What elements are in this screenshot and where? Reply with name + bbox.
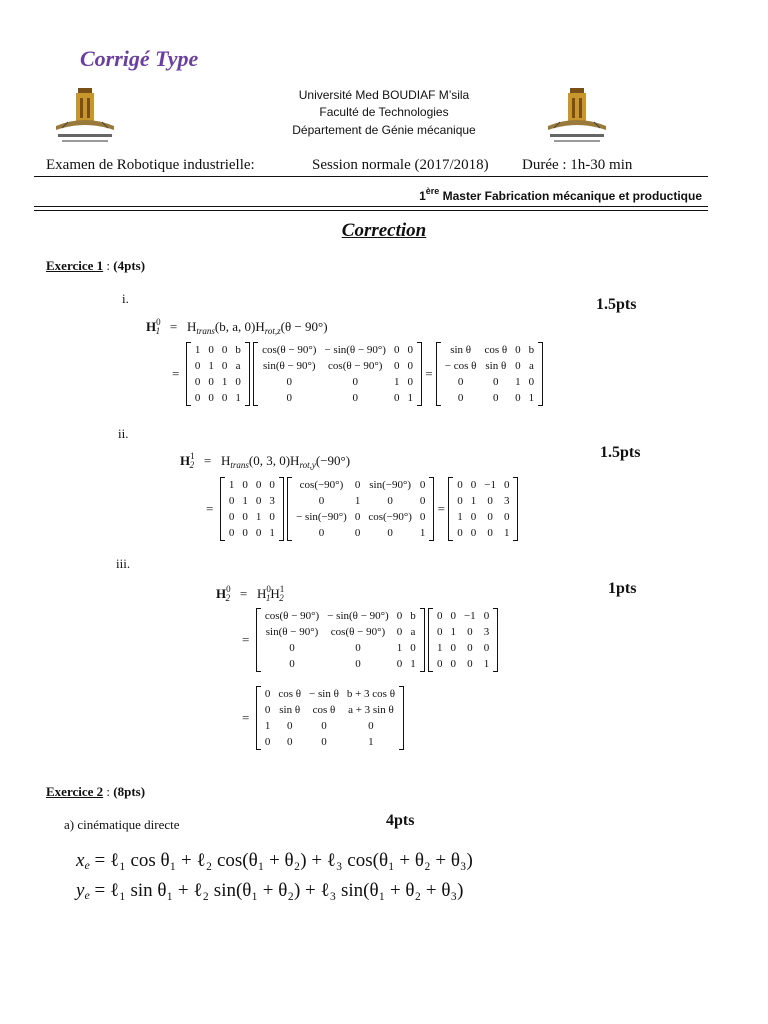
matrix-cell: 0 bbox=[487, 527, 493, 539]
matrix-cell: 0 bbox=[368, 720, 374, 732]
matrix-cell: 0 bbox=[483, 642, 490, 654]
matrix-cell: −1 bbox=[484, 479, 496, 491]
matrix-cell: − sin(θ − 90°) bbox=[327, 610, 389, 622]
matrix-cell: −1 bbox=[463, 610, 476, 622]
matrix-cell: 0 bbox=[407, 376, 413, 388]
item-ii-definition: $H^1_2$ = $H_{trans}(0$, 3, $0)H_{rot,y}(-90^\circ)$ bbox=[180, 451, 351, 470]
matrix-cell: 0 bbox=[515, 360, 521, 372]
matrix-cell: 1 bbox=[221, 376, 228, 388]
matrix-cell: 1 bbox=[528, 392, 535, 404]
matrix-cell: b bbox=[410, 610, 416, 622]
matrix-cell: − sin(θ − 90°) bbox=[324, 344, 386, 356]
matrix-cell: 0 bbox=[355, 658, 361, 670]
department-name: Département de Génie mécanique bbox=[292, 123, 476, 137]
matrix-cell: cos θ bbox=[312, 704, 336, 716]
matrix-cell: 0 bbox=[352, 376, 358, 388]
matrix-cell: 0 bbox=[407, 360, 413, 372]
matrix-cell: − sin(−90°) bbox=[296, 511, 347, 523]
matrix-i-1 bbox=[186, 342, 250, 406]
forward-kinematics-label: a) cinématique directe bbox=[64, 817, 180, 832]
matrix-cell: 0 bbox=[483, 610, 490, 622]
matrix-cell: 0 bbox=[419, 479, 426, 491]
matrix-cell: 0 bbox=[354, 527, 361, 539]
matrix-cell: 3 bbox=[269, 495, 275, 507]
matrix-cell: 0 bbox=[286, 736, 293, 748]
matrix-cell: 1 bbox=[470, 495, 477, 507]
matrix-cell: a bbox=[235, 360, 241, 372]
matrix-cell: cos(θ − 90°) bbox=[264, 610, 320, 622]
matrix-cell: 0 bbox=[450, 658, 456, 670]
matrix-cell: 0 bbox=[321, 720, 327, 732]
exercise-1-heading: Exercice 1 : (4pts) bbox=[46, 258, 146, 273]
matrix-cell: 0 bbox=[457, 376, 464, 388]
matrix-cell: 0 bbox=[450, 610, 456, 622]
matrix-cell: 0 bbox=[457, 392, 464, 404]
matrix-cell: 0 bbox=[286, 392, 293, 404]
matrix-cell: 0 bbox=[242, 527, 248, 539]
matrix-cell: a + 3 sin θ bbox=[348, 704, 394, 716]
double-rule-top bbox=[34, 206, 708, 207]
matrix-cell: 1 bbox=[419, 527, 426, 539]
matrix-cell: 0 bbox=[493, 376, 499, 388]
matrix-cell: sin(−90°) bbox=[369, 479, 411, 491]
matrix-cell: 0 bbox=[457, 527, 463, 539]
matrix-cell: 0 bbox=[264, 736, 271, 748]
forward-kinematics-points: 4pts bbox=[386, 812, 415, 829]
matrix-cell: 0 bbox=[354, 479, 361, 491]
matrix-cell: 0 bbox=[354, 511, 361, 523]
matrix-cell: cos θ bbox=[484, 344, 508, 356]
matrix-cell: 0 bbox=[467, 658, 473, 670]
matrix-cell: 1 bbox=[450, 626, 456, 638]
matrix-cell: cos(−90°) bbox=[368, 511, 412, 523]
matrix-cell: − sin θ bbox=[309, 688, 339, 700]
matrix-iii-3 bbox=[256, 686, 404, 750]
matrix-cell: 0 bbox=[515, 392, 521, 404]
matrix-cell: 0 bbox=[493, 392, 499, 404]
matrix-cell: 1 bbox=[457, 511, 463, 523]
matrix-cell: 1 bbox=[264, 720, 271, 732]
matrix-cell: 0 bbox=[487, 495, 493, 507]
matrix-cell: b + 3 cos θ bbox=[346, 688, 395, 700]
header-divider bbox=[34, 176, 708, 177]
matrix-cell: 0 bbox=[396, 610, 403, 622]
matrix-cell: 0 bbox=[208, 392, 214, 404]
matrix-cell: 0 bbox=[286, 376, 293, 388]
matrix-cell: 0 bbox=[208, 344, 214, 356]
item-ii-points: 1.5pts bbox=[600, 444, 641, 461]
matrix-cell: 0 bbox=[242, 479, 248, 491]
exam-name: Examen de Robotique industrielle: bbox=[46, 157, 255, 173]
matrix-cell: 0 bbox=[393, 360, 400, 372]
matrix-cell: 0 bbox=[467, 642, 473, 654]
matrix-cell: 0 bbox=[269, 511, 275, 523]
matrix-cell: a bbox=[528, 360, 534, 372]
matrix-cell: 0 bbox=[393, 392, 400, 404]
matrix-cell: 0 bbox=[228, 527, 235, 539]
matrix-ii-3 bbox=[448, 477, 518, 541]
matrix-cell: 0 bbox=[221, 344, 228, 356]
matrix-cell: 0 bbox=[387, 495, 393, 507]
matrix-ii-2 bbox=[287, 477, 434, 541]
matrix-cell: 0 bbox=[228, 511, 235, 523]
matrix-i-2 bbox=[253, 342, 422, 406]
matrix-cell: 0 bbox=[470, 479, 477, 491]
item-i-matrix-product: = 1 0 0 b 0 1 0 a 0 0 1 0 0 0 0 1 cos(θ − 90°) − sin(θ − 90°) 0 0 sin(θ − 90°) cos(θ − 90°) 0 0 0 0 1 0 0 0 0 1 = sin θ cos θ 0 b − cos θ sin θ 0 a 0 0 1 0 0 0 0 1 bbox=[172, 342, 543, 406]
matrix-cell: 1 bbox=[255, 511, 262, 523]
matrix-cell: 0 bbox=[208, 376, 214, 388]
matrix-cell: 0 bbox=[457, 495, 463, 507]
matrix-cell: 1 bbox=[208, 360, 214, 372]
matrix-cell: 0 bbox=[503, 511, 510, 523]
matrix-cell: sin(θ − 90°) bbox=[263, 360, 316, 372]
matrix-cell: a bbox=[410, 626, 416, 638]
matrix-cell: sin θ bbox=[450, 344, 472, 356]
item-iii-points: 1pts bbox=[608, 580, 637, 597]
matrix-cell: cos(θ − 90°) bbox=[262, 344, 317, 356]
equation-ye: $y_e$ = ℓ₁ sin θ₁ + ℓ₂ sin(θ₁ + θ₂) + ℓ₃ sin(θ₁ + θ₂ + θ₃) bbox=[76, 880, 464, 902]
matrix-cell: 0 bbox=[457, 479, 463, 491]
matrix-cell: 0 bbox=[352, 392, 358, 404]
matrix-cell: 0 bbox=[436, 658, 443, 670]
matrix-cell: 1 bbox=[515, 376, 521, 388]
matrix-cell: 1 bbox=[436, 642, 443, 654]
matrix-cell: 1 bbox=[393, 376, 400, 388]
matrix-cell: 0 bbox=[194, 360, 201, 372]
page-title: Corrigé Type bbox=[80, 46, 199, 71]
matrix-cell: 1 bbox=[503, 527, 510, 539]
matrix-cell: 0 bbox=[419, 511, 426, 523]
matrix-cell: 0 bbox=[264, 704, 271, 716]
matrix-cell: b bbox=[528, 344, 535, 356]
matrix-cell: 0 bbox=[419, 495, 426, 507]
matrix-cell: 0 bbox=[255, 495, 262, 507]
matrix-cell: 0 bbox=[470, 527, 477, 539]
matrix-cell: 0 bbox=[410, 642, 416, 654]
matrix-cell: sin θ bbox=[485, 360, 507, 372]
matrix-i-3 bbox=[436, 342, 543, 406]
matrix-cell: 0 bbox=[318, 527, 325, 539]
matrix-cell: 1 bbox=[407, 392, 413, 404]
matrix-cell: 0 bbox=[470, 511, 477, 523]
matrix-cell: 0 bbox=[289, 642, 295, 654]
matrix-cell: cos θ bbox=[278, 688, 302, 700]
matrix-cell: 0 bbox=[318, 495, 325, 507]
matrix-cell: − cos θ bbox=[444, 360, 477, 372]
item-iii-result: = 0 cos θ − sin θ b + 3 cos θ 0 sin θ cos θ a + 3 sin θ 1 0 0 0 0 0 0 1 bbox=[242, 686, 404, 750]
matrix-cell: 1 bbox=[396, 642, 403, 654]
item-ii-label: ii. bbox=[118, 426, 129, 441]
matrix-cell: 0 bbox=[436, 626, 443, 638]
matrix-cell: sin θ bbox=[279, 704, 301, 716]
matrix-cell: 0 bbox=[194, 376, 201, 388]
matrix-cell: sin(θ − 90°) bbox=[265, 626, 319, 638]
university-name: Université Med BOUDIAF M’sila bbox=[298, 88, 470, 102]
matrix-cell: 0 bbox=[503, 479, 510, 491]
matrix-cell: 1 bbox=[242, 495, 248, 507]
item-i-definition: $H^0_1$ = $H_{trans}(b$, a, $0)H_{rot,z}(\theta - 90^\circ)$ bbox=[146, 317, 328, 336]
matrix-cell: 3 bbox=[483, 626, 490, 638]
matrix-cell: 0 bbox=[436, 610, 443, 622]
matrix-cell: 0 bbox=[235, 376, 241, 388]
matrix-cell: 1 bbox=[368, 736, 374, 748]
matrix-cell: 0 bbox=[387, 527, 393, 539]
matrix-cell: cos(−90°) bbox=[299, 479, 344, 491]
exam-session: Session normale (2017/2018) bbox=[312, 157, 489, 173]
matrix-cell: 0 bbox=[487, 511, 493, 523]
matrix-cell: 0 bbox=[255, 527, 262, 539]
item-i-points: 1.5pts bbox=[596, 296, 637, 313]
item-iii-definition: $H^0_2$ = $H^0_1H^1_2$ bbox=[216, 584, 285, 603]
item-i-label: i. bbox=[122, 291, 129, 306]
faculty-name: Faculté de Technologies bbox=[319, 105, 449, 119]
item-iii-matrix-product: = cos(θ − 90°) − sin(θ − 90°) 0 b sin(θ − 90°) cos(θ − 90°) 0 a 0 0 1 0 0 0 0 1 0 0 −1 0 0 1 0 3 1 0 0 0 0 0 0 1 bbox=[242, 608, 498, 672]
matrix-cell: 1 bbox=[410, 658, 416, 670]
matrix-cell: 0 bbox=[228, 495, 235, 507]
matrix-cell: 0 bbox=[355, 642, 361, 654]
exercise-2-heading: Exercice 2 : (8pts) bbox=[46, 784, 146, 799]
item-iii-label: iii. bbox=[116, 556, 131, 571]
matrix-iii-2 bbox=[428, 608, 498, 672]
matrix-cell: 0 bbox=[321, 736, 327, 748]
matrix-cell: 0 bbox=[221, 392, 228, 404]
matrix-ii-1 bbox=[220, 477, 284, 541]
matrix-cell: 0 bbox=[396, 626, 403, 638]
matrix-cell: cos(θ − 90°) bbox=[328, 360, 383, 372]
matrix-cell: 0 bbox=[286, 720, 293, 732]
matrix-cell: cos(θ − 90°) bbox=[330, 626, 386, 638]
matrix-iii-1 bbox=[256, 608, 425, 672]
exam-level: 1ère Master Fabrication mécanique et productique bbox=[419, 186, 702, 203]
matrix-cell: 0 bbox=[269, 479, 275, 491]
matrix-cell: 0 bbox=[221, 360, 228, 372]
matrix-cell: 1 bbox=[269, 527, 275, 539]
matrix-cell: 0 bbox=[242, 511, 248, 523]
correction-heading: Correction bbox=[341, 220, 427, 241]
matrix-cell: 0 bbox=[194, 392, 201, 404]
matrix-cell: 0 bbox=[407, 344, 413, 356]
matrix-cell: 0 bbox=[450, 642, 456, 654]
matrix-cell: 0 bbox=[467, 626, 473, 638]
matrix-cell: 0 bbox=[396, 658, 403, 670]
matrix-cell: 1 bbox=[228, 479, 235, 491]
matrix-cell: 0 bbox=[264, 688, 271, 700]
double-rule-bottom bbox=[34, 210, 708, 211]
matrix-cell: 0 bbox=[255, 479, 262, 491]
matrix-cell: 1 bbox=[194, 344, 201, 356]
item-ii-matrix-product: = 1 0 0 0 0 1 0 3 0 0 1 0 0 0 0 1 cos(−90°) 0 sin(−90°) 0 0 1 0 0 − sin(−90°) 0 cos(−90°) 0 0 0 0 1 = 0 0 −1 0 0 1 0 3 1 0 0 0 0 0 0 1 bbox=[206, 477, 518, 541]
matrix-cell: 1 bbox=[483, 658, 490, 670]
matrix-cell: 0 bbox=[515, 344, 521, 356]
matrix-cell: 0 bbox=[289, 658, 295, 670]
matrix-cell: 1 bbox=[235, 392, 241, 404]
matrix-cell: 0 bbox=[393, 344, 400, 356]
matrix-cell: 0 bbox=[528, 376, 535, 388]
matrix-cell: b bbox=[235, 344, 241, 356]
matrix-cell: 1 bbox=[354, 495, 361, 507]
exam-duration: Durée : 1h-30 min bbox=[522, 157, 633, 173]
matrix-cell: 3 bbox=[503, 495, 510, 507]
equation-xe: $x_e$ = ℓ₁ cos θ₁ + ℓ₂ cos(θ₁ + θ₂) + ℓ₃ cos(θ₁ + θ₂ + θ₃) bbox=[76, 850, 473, 872]
